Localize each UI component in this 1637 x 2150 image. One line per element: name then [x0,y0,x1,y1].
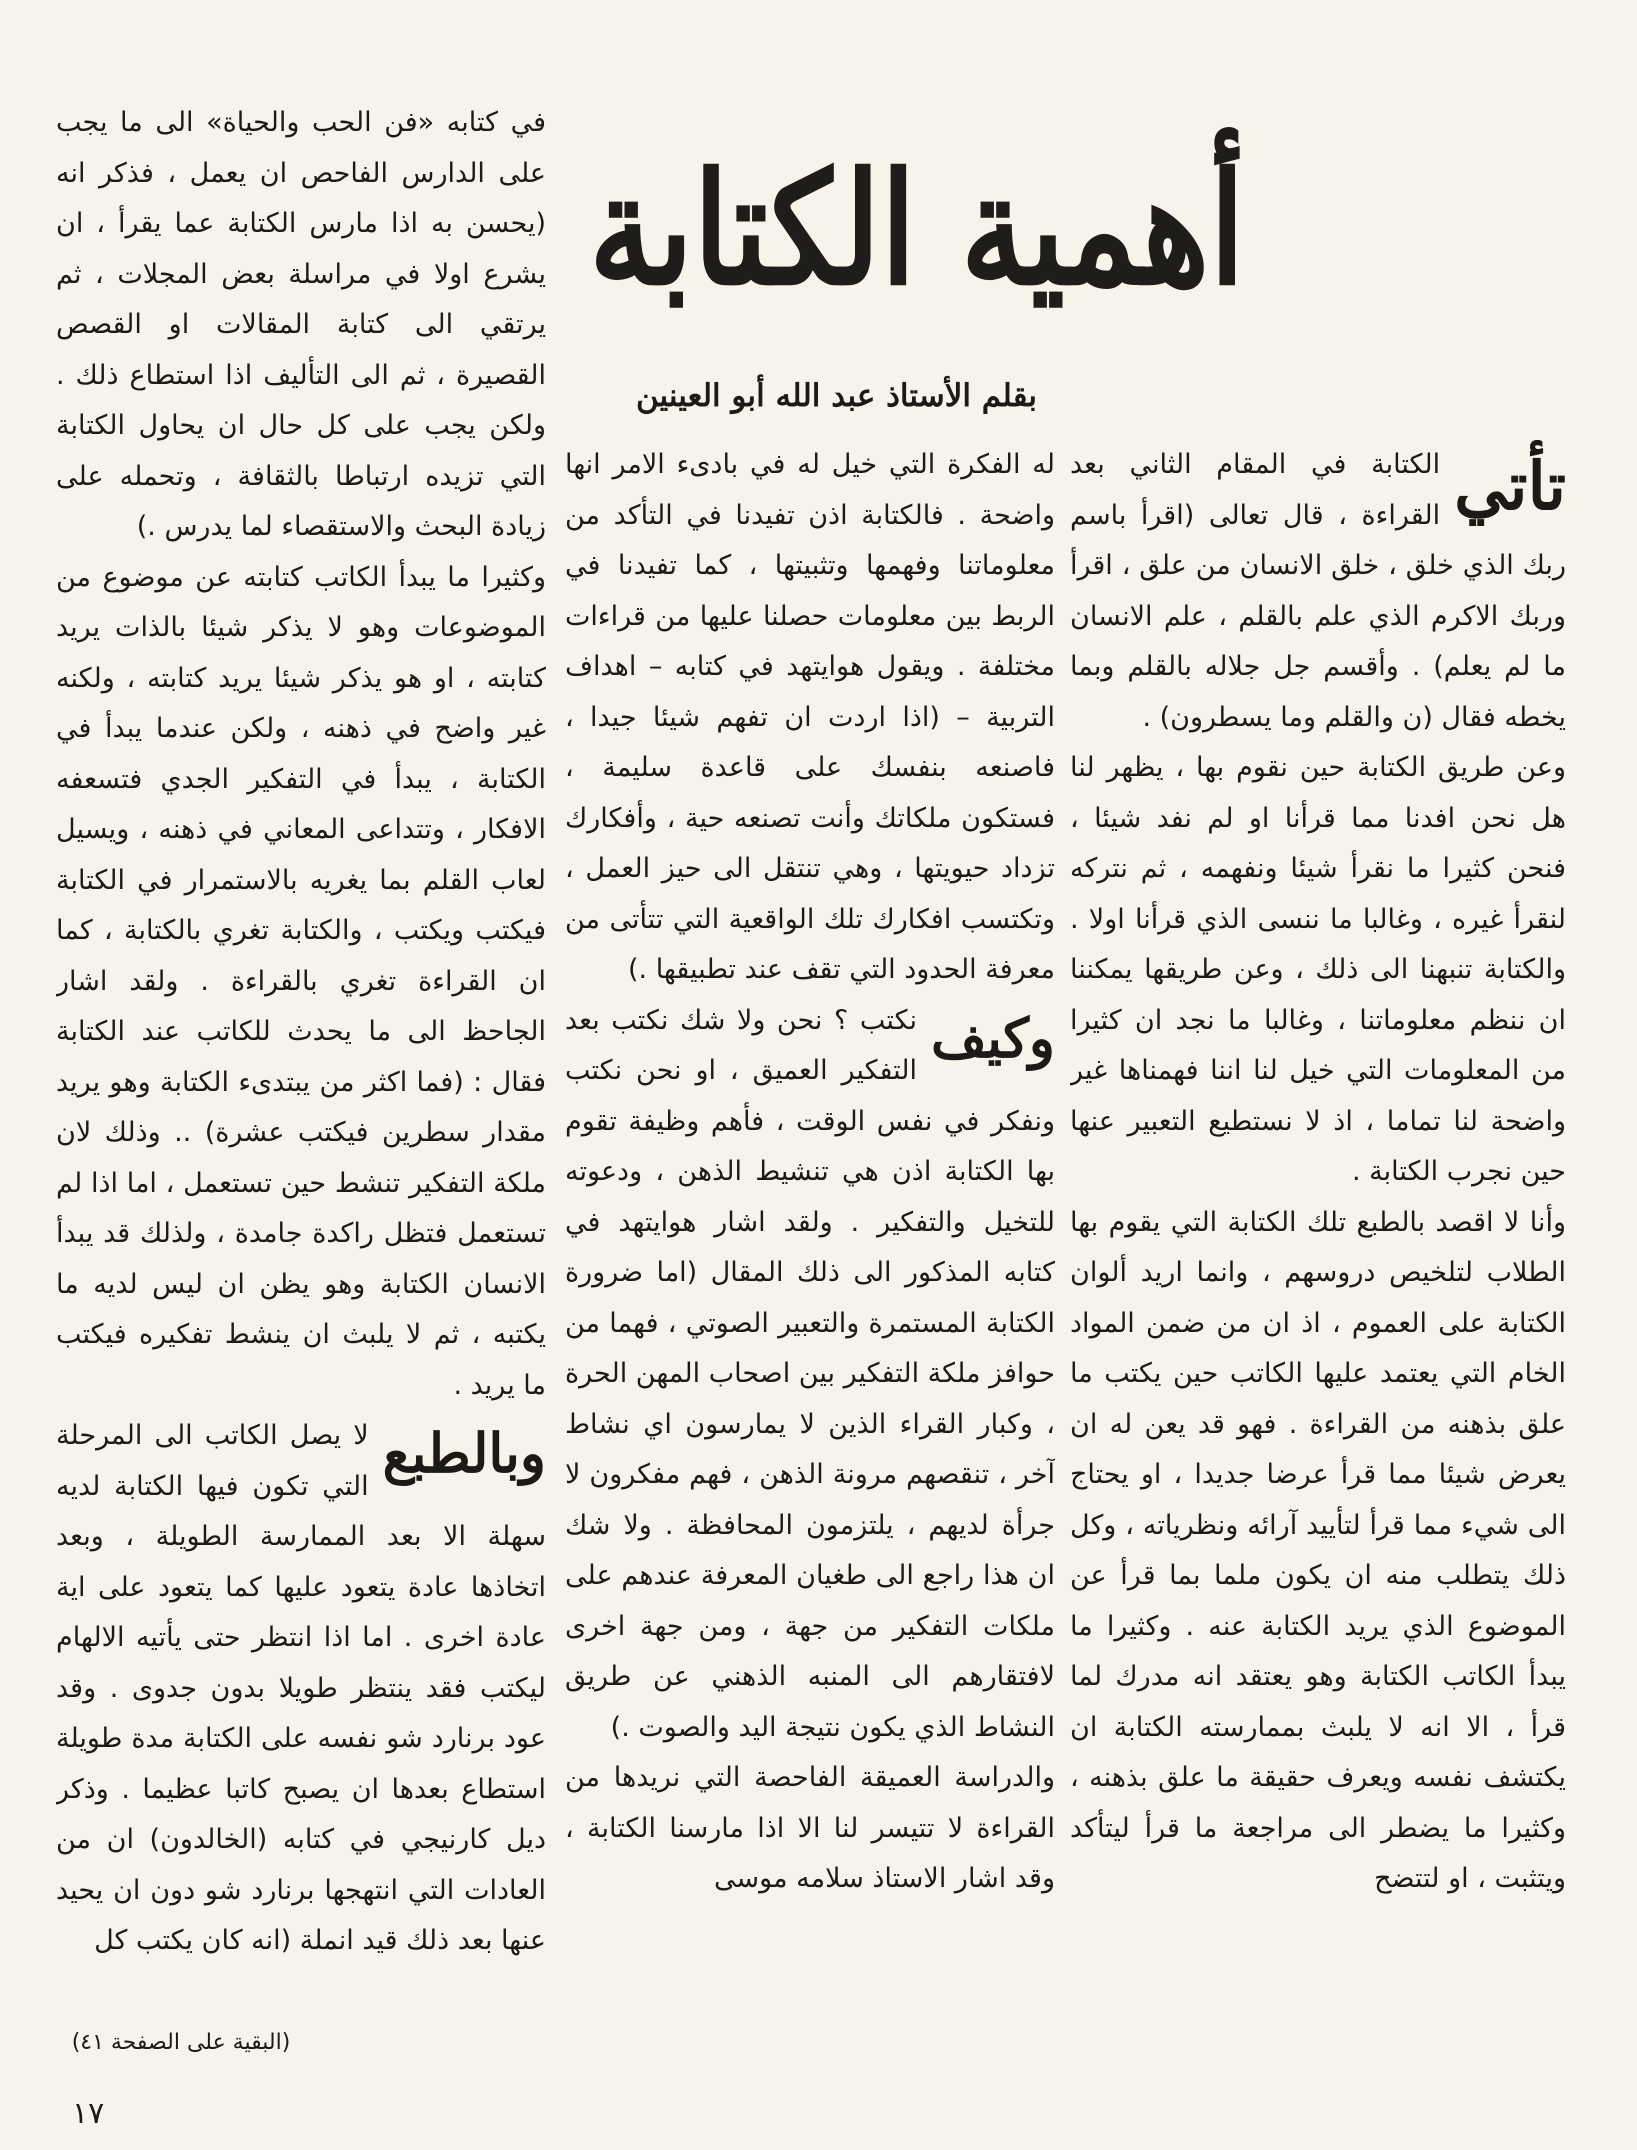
drop-cap: تأتي [1454,447,1566,525]
section-subhead: وبالطبع [382,1421,546,1485]
page-number: ١٧ [72,2096,105,2131]
paragraph: والدراسة العميقة الفاحصة التي نريدها من القراءة لا تتيسر لنا الا اذا مارسنا الكتابة ، وقد اشار الاستاذ سلامه موسى [565,1762,1055,1894]
paragraph: وأنا لا اقصد بالطبع تلك الكتابة التي يقوم بها الطلاب لتلخيص دروسهم ، وانما اريد ألوان الكتابة على العموم ، اذ ان من ضمن المواد الخام التي يعتمد عليها الكاتب حين يكتب ما علق بذهنه من القراءة . فهو قد يعن له ان يعرض شيئا مما قرأ عرضا جديدا ، او يحتاج الى شيء مما قرأ لتأييد آرائه ونظرياته ، وكل ذلك يتطلب منه ان يكون ملما بما قرأ عن الموضوع الذي يريد الكتابة عنه . وكثيرا ما يبدأ الكاتب الكتابة وهو يعتقد انه مدرك لما قرأ ، الا انه لا يلبث بممارسته الكتابة ان يكتشف نفسه ويعرف حقيقة ما علق بذهنه ، وكثيرا ما يضطر الى مراجعة ما قرأ ليتأكد ويتثبت ، او لتتضح [1070,1206,1566,1894]
column-left [56,98,546,2028]
continued-note: (البقية على الصفحة ٤١) [71,2030,291,2055]
paragraph: وعن طريق الكتابة حين نقوم بها ، يظهر لنا هل نحن افدنا مما قرأنا او لم نفد شيئا ، فنحن كثيرا ما نقرأ شيئا ونفهمه ، ثم نتركه لنقرأ غيره ، وغالبا ما ننسى الذي قرأنا اولا . والكتابة تنبهنا الى ذلك ، وعن طريقها يمكننا ان ننظم معلوماتنا ، وغالبا ما نجد ان كثيرا من المعلومات التي خيل لنا اننا فهمناها غير واضحة لنا تماما ، اذ لا نستطيع التعبير عنها حين نجرب الكتابة . [1070,752,1566,1187]
paragraph: الكتابة في المقام الثاني بعد القراءة ، قال تعالى (اقرأ باسم ربك الذي خلق ، خلق الانسان من علق ، اقرأ وربك الاكرم الذي علم بالقلم ، علم الانسان ما لم يعلم) . وأقسم جل جلاله بالقلم وبما يخطه فقال (ن والقلم وما يسطرون) . [1070,449,1566,733]
paragraph: في كتابه «فن الحب والحياة» الى ما يجب على الدارس الفاحص ان يعمل ، فذكر انه (يحسن به اذا مارس الكتابة عما يقرأ ، ان يشرع اولا في مراسلة بعض المجلات ، ثم يرتقي الى كتابة المقالات او القصص القصيرة ، ثم الى التأليف اذا استطاع ذلك . ولكن يجب على كل حال ان يحاول الكتابة التي تزيده ارتباطا بالثقافة ، وتحمله على زيادة البحث والاستقصاء لما يدرس .) [56,107,546,542]
paragraph: لا يصل الكاتب الى المرحلة التي تكون فيها الكتابة لديه سهلة الا بعد الممارسة الطويلة ، وبعد اتخاذها عادة يتعود عليها كما يتعود على اية عادة اخرى . اما اذا انتظر حتى يأتيه الالهام ليكتب فقد ينتظر طويلا بدون جدوى . وقد عود برنارد شو نفسه على الكتابة مدة طويلة استطاع بعدها ان يصبح كاتبا عظيما . وذكر ديل كارنيجي في كتابه (الخالدون) ان من العادات التي انتهجها برنارد شو دون ان يحيد عنها بعد ذلك قيد انملة (انه كان يكتب كل [56,1420,546,1956]
article-title: أهمية الكتابة [589,140,1245,320]
article-title-block [587,95,1247,365]
paragraph: نكتب ؟ نحن ولا شك نكتب بعد التفكير العميق ، او نحن نكتب ونفكر في نفس الوقت ، فأهم وظيفة تقوم بها الكتابة اذن هي تنشيط الذهن ، ودعوته للتخيل والتفكير . ولقد اشار هوايتهد في كتابه المذكور الى ذلك المقال (اما ضرورة الكتابة المستمرة والتعبير الصوتي ، فهما من حوافز ملكة التفكير بين اصحاب المهن الحرة ، وكبار القراء الذين لا يمارسون اي نشاط آخر ، تنقصهم مرونة الذهن ، فهم مفكرون لا جرأة لديهم ، يلتزمون المحافظة . ولا شك ان هذا راجع الى طغيان المعرفة عندهم على ملكات التفكير من جهة ، ومن جهة اخرى لافتقارهم الى المنبه الذهني عن طريق النشاط الذي يكون نتيجة اليد والصوت .) [565,1004,1055,1743]
column-right [1070,440,1566,2080]
paragraph: وكثيرا ما يبدأ الكاتب كتابته عن موضوع من الموضوعات وهو لا يذكر شيئا بالذات يريد كتابته ، او هو يذكر شيئا يريد كتابته ، ولكنه غير واضح في ذهنه ، ولكن عندما يبدأ في الكتابة ، يبدأ في التفكير الجدي فتسعفه الافكار ، وتتداعى المعاني في ذهنه ، ويسيل لعاب القلم بما يغريه بالاستمرار في الكتابة فيكتب ويكتب ، والكتابة تغري بالكتابة ، كما ان القراءة تغري بالقراءة . ولقد اشار الجاحظ الى ما يحدث للكاتب عند الكتابة فقال : (فما اكثر من يبتدىء الكتابة وهو يريد مقدار سطرين فيكتب عشرة) .. وذلك لان ملكة التفكير تنشط حين تستعمل ، اما اذا لم تستعمل فتظل راكدة جامدة ، ولذلك قد يبدأ الانسان الكتابة وهو يظن ان ليس لديه ما يكتبه ، ثم لا يلبث ان ينشط تفكيره فيكتب ما يريد . [56,561,546,1401]
paragraph: له الفكرة التي خيل له في بادىء الامر انها واضحة . فالكتابة اذن تفيدنا في التأكد من معلوماتنا وفهمها وتثبيتها ، كما تفيدنا في الربط بين معلومات حصلنا عليها من قراءات مختلفة . ويقول هوايتهد في كتابه – اهداف التربية – (اذا اردت ان تفهم شيئا جيدا ، فاصنعه بنفسك على قاعدة سليمة ، فستكون ملكاتك وأنت تصنعه حية ، وأفكارك تزداد حيويتها ، وهي تنتقل الى حيز العمل ، وتكتسب افكارك تلك الواقعية التي تتأتى من معرفة الحدود التي تقف عند تطبيقها .) [565,449,1055,985]
section-subhead: وكيف [931,1005,1055,1070]
column-middle [565,440,1055,2080]
author-byline: بقلم الأستاذ عبد الله أبو العينين [635,378,1037,414]
